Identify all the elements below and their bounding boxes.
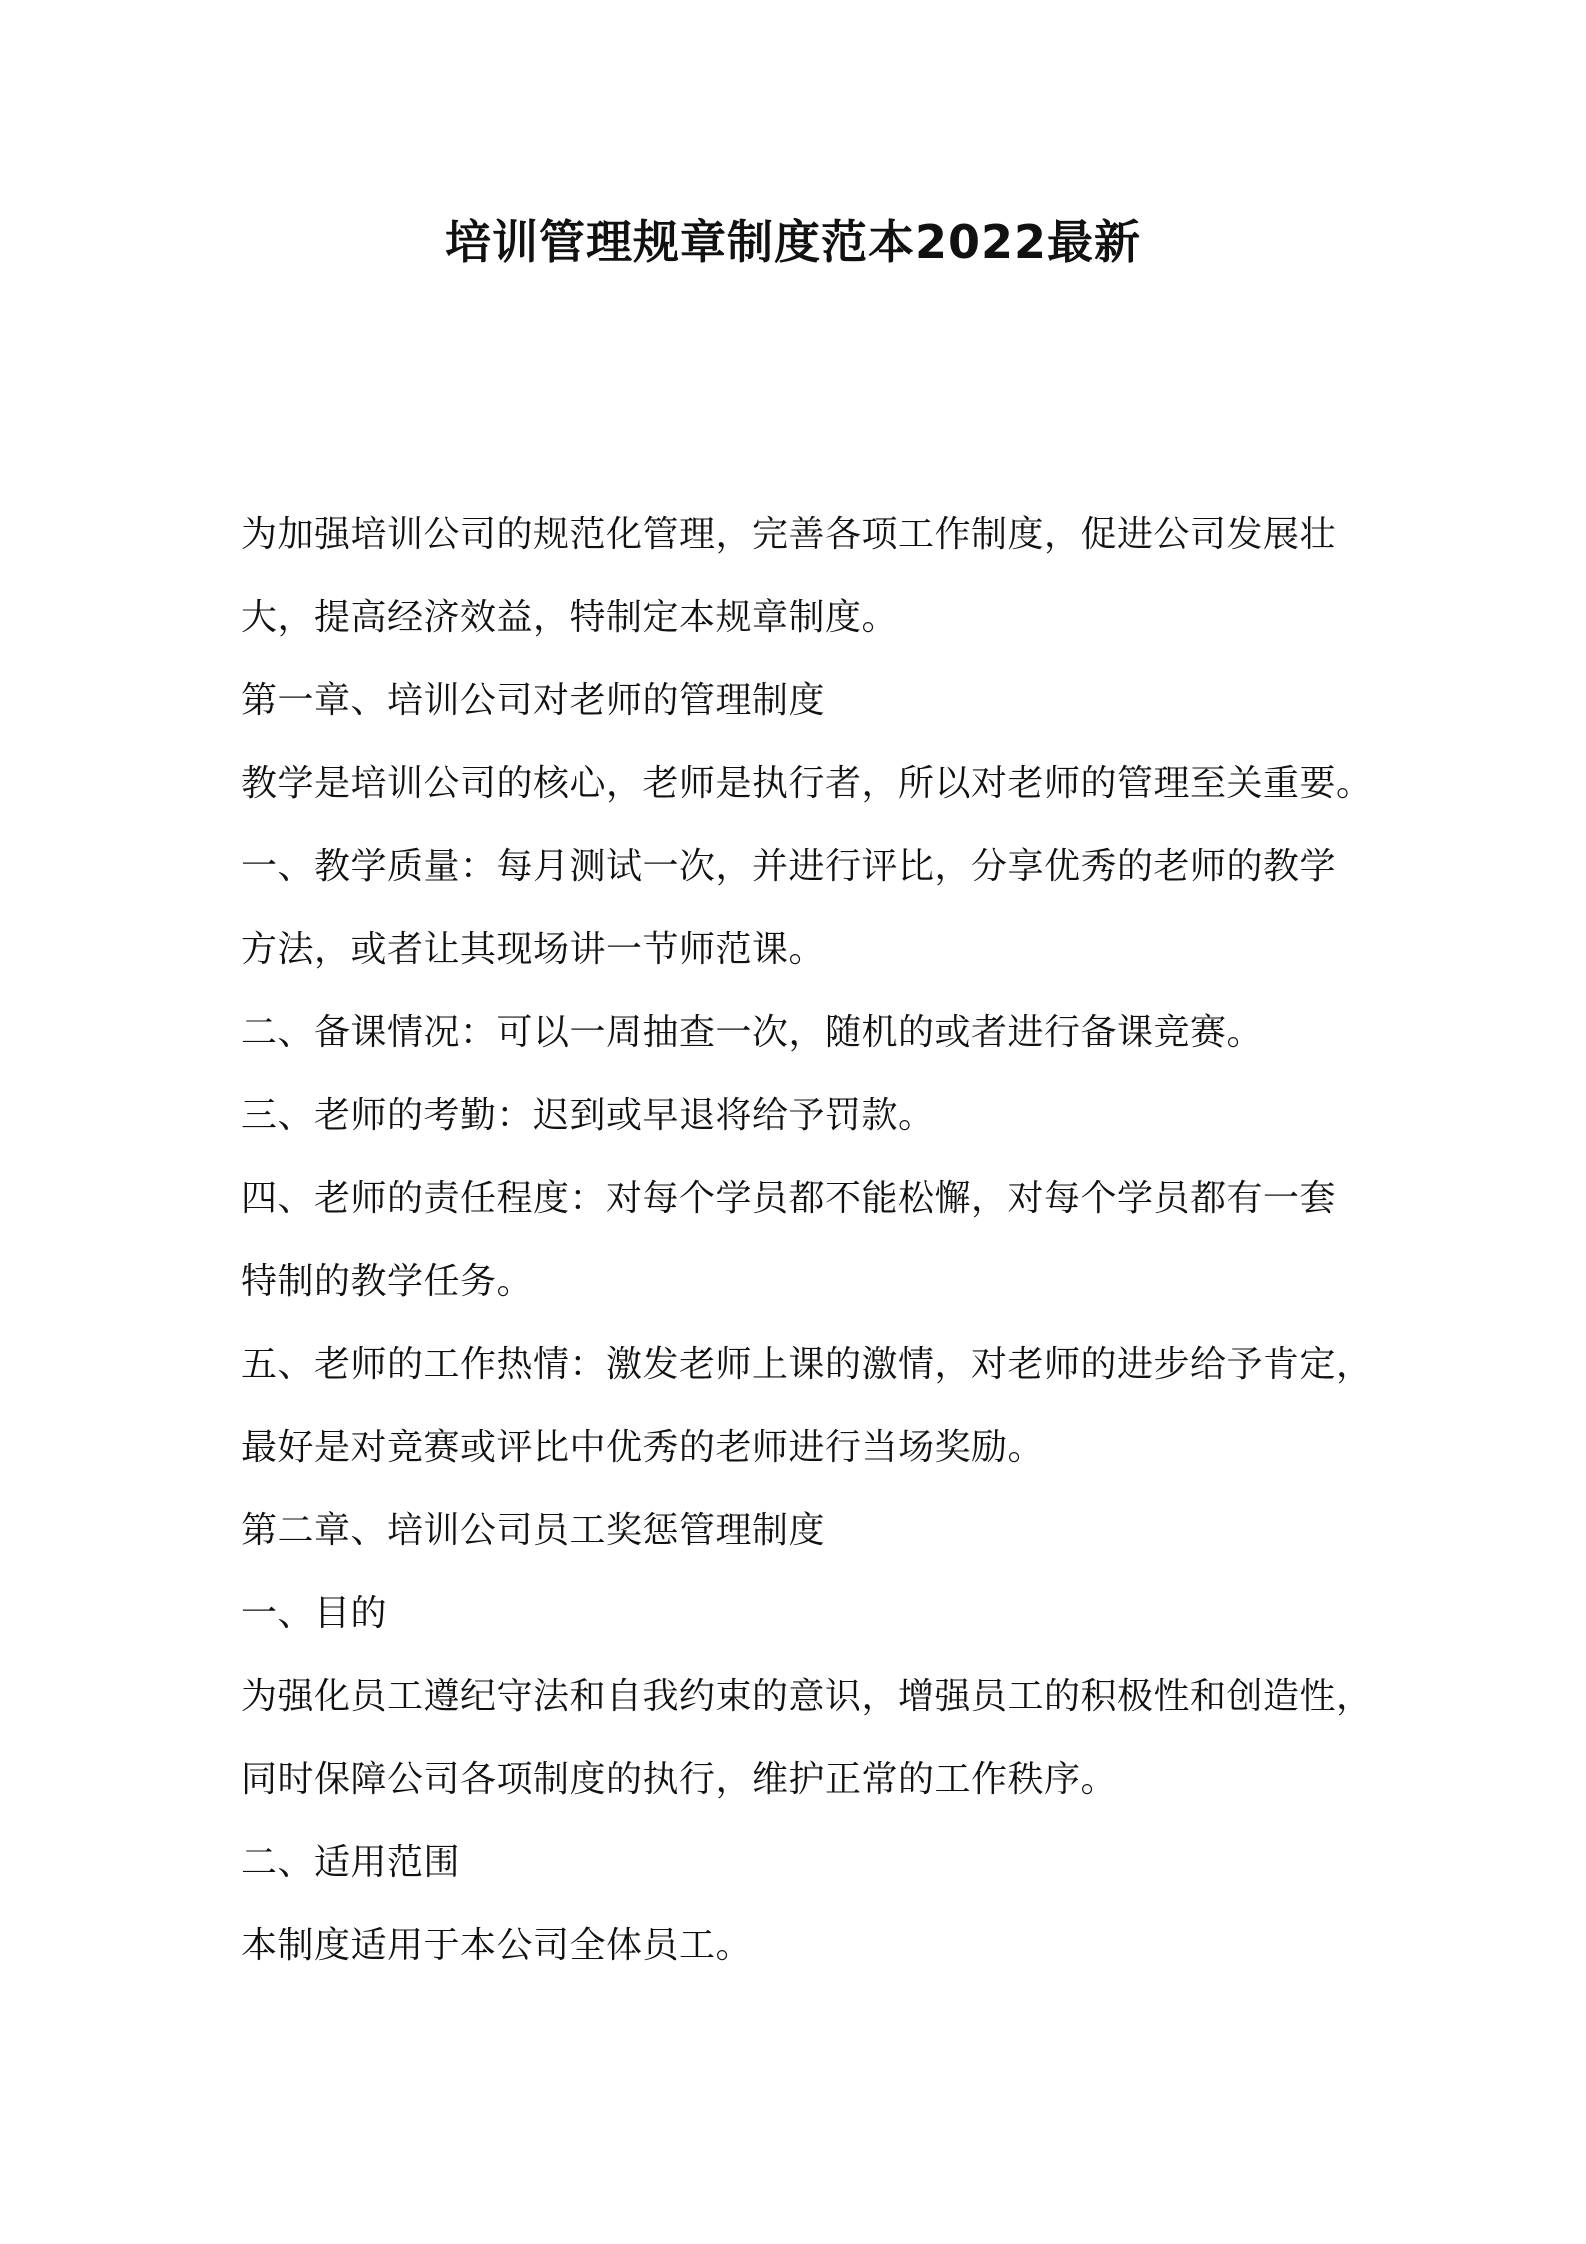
body-line: 三、老师的考勤：迟到或早退将给予罚款。 [241, 1095, 935, 1136]
body-line: 为强化员工遵纪守法和自我约束的意识，增强员工的积极性和创造性， [241, 1676, 1373, 1717]
section-heading: 一、目的 [241, 1593, 388, 1634]
body-line: 大，提高经济效益，特制定本规章制度。 [241, 597, 899, 638]
body-line: 二、备课情况：可以一周抽查一次，随机的或者进行备课竞赛。 [241, 1012, 1264, 1053]
body-line: 五、老师的工作热情：激发老师上课的激情，对老师的进步给予肯定， [241, 1344, 1373, 1385]
chapter-heading: 第一章、培训公司对老师的管理制度 [241, 680, 826, 721]
document-body [241, 493, 1371, 1987]
body-line: 方法，或者让其现场讲一节师范课。 [241, 929, 826, 970]
body-line: 为加强培训公司的规范化管理，完善各项工作制度，促进公司发展壮 [241, 514, 1337, 555]
body-line: 四、老师的责任程度：对每个学员都不能松懈，对每个学员都有一套 [241, 1178, 1337, 1219]
section-heading: 二、适用范围 [241, 1842, 461, 1883]
body-line: 教学是培训公司的核心，老师是执行者，所以对老师的管理至关重要。 [241, 763, 1373, 804]
document-title: 培训管理规章制度范本2022最新 [444, 215, 1142, 269]
body-line: 最好是对竞赛或评比中优秀的老师进行当场奖励。 [241, 1427, 1045, 1468]
body-line: 特制的教学任务。 [241, 1261, 534, 1302]
chapter-heading: 第二章、培训公司员工奖惩管理制度 [241, 1510, 826, 1551]
body-line: 本制度适用于本公司全体员工。 [241, 1925, 753, 1966]
body-line: 同时保障公司各项制度的执行，维护正常的工作秩序。 [241, 1759, 1118, 1800]
body-line: 一、教学质量：每月测试一次，并进行评比，分享优秀的老师的教学 [241, 846, 1337, 887]
